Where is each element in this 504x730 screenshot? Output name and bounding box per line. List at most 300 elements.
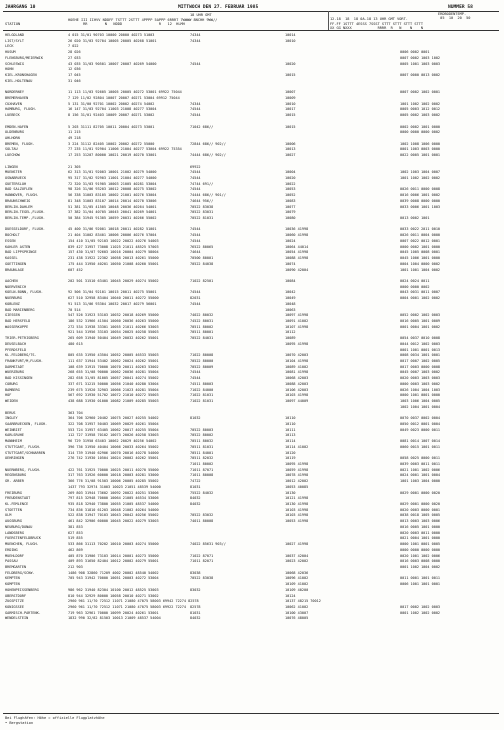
table-row: [0, 571, 504, 576]
observation-group-a: 533 866 31113 70202 10010 20003 40274 55000: [68, 542, 159, 547]
observation-group-b: 84032: [190, 616, 201, 621]
observation-group-a: 567 692 31930 51702 10072 21010 40272 55003: [68, 393, 159, 398]
observation-group-c: 10010: [285, 38, 296, 43]
observation-group-a: 986 962 31940 82304 10100 20012 48525 53003: [68, 587, 159, 592]
soil-temperature: 0016 0003 0008 0000: [400, 559, 441, 564]
observation-group-c: 10095 41998: [285, 341, 309, 346]
soil-temperature: 0052 0002 1002 0003: [400, 313, 441, 318]
table-row: [0, 96, 504, 101]
table-row: [0, 153, 504, 158]
header-rule: [3, 30, 499, 31]
soil-temperature: 0020 0003 0011 0000: [400, 530, 441, 535]
table-row: [0, 313, 504, 318]
station-name: KAHLER ASTEN: [5, 244, 31, 249]
observation-group-a: 45 400 31/06 92001 10018 20011 40282 51001: [68, 227, 157, 232]
table-row: [0, 548, 504, 553]
observation-group-b: 71022 82501: [190, 278, 214, 283]
observation-group-a: 719 963 32961 70000 10099 20024 40261 53001: [68, 610, 159, 615]
table-row: [0, 542, 504, 547]
table-row: [0, 33, 504, 38]
observation-group-a: 56 338 31003 83105 10002 21001 40276 53004: [68, 193, 157, 198]
table-row: [0, 422, 504, 427]
observation-group-c: 10004: [285, 170, 296, 175]
observation-group-c: 10007: [285, 90, 296, 95]
observation-group-b: 74544: [190, 107, 201, 112]
station-name: BAMBERG: [5, 387, 20, 392]
observation-group-c: 10053 40085: [285, 484, 309, 489]
observation-group-b: 81031: [190, 610, 201, 615]
station-name: OEHRINGEN: [5, 456, 24, 461]
observation-group-c: 10042: [285, 290, 296, 295]
observation-group-a: 935 818 32940 73800 10055 21005 48537 54000: [68, 502, 159, 507]
observation-group-c: 10088 42003: [285, 381, 309, 386]
observation-group-a: 2960 961 11/70 72512 11071 21080 47075 58003 69922 72274: [68, 605, 187, 609]
observation-group-a: 438 688 31930 01000 10082 21009 40285 55003: [68, 399, 159, 404]
station-name: KIEL-KRONSHAGEN: [5, 73, 37, 78]
soil-temperature: 0033 0006 1001 1003: [400, 204, 441, 209]
station-name: BERLIN-TEGEL,FLUGH.: [5, 210, 46, 215]
observation-group-a: 422 761 31925 70000 10025 20011 40270 55000: [68, 467, 159, 472]
date-title: MITTWOCH DEN 27. FEBRUAR 1985: [178, 5, 259, 10]
observation-group-c: 10114 41002: [285, 444, 309, 449]
erdboden-heading: ERDBODENTEMP. 05 10 20 50: [438, 12, 471, 21]
observation-group-b: 74011 80008: [190, 519, 214, 524]
right-heading: FF-FF 1STTT 4ESSS 7SSST STTT STTT STTT STTT XX GG NXXX RRRR R N N N: [330, 22, 424, 31]
observation-group-b: 74544: [190, 187, 201, 192]
table-row: [0, 245, 504, 250]
observation-group-a: 734 836 31810 61203 10048 21002 40264 54000: [68, 507, 159, 512]
station-name: AUGSBURG: [5, 519, 22, 524]
observation-group-a: 27 033: [68, 55, 81, 60]
station-name: FRANKFURT/M,FLUGH.: [5, 359, 43, 364]
table-row: [0, 485, 504, 490]
observation-group-c: 10015: [285, 124, 296, 129]
observation-group-b: 74544: [190, 290, 201, 295]
soil-temperature: 0016 0005 1001 0000: [400, 524, 441, 529]
observation-group-b: 70522 83032: [190, 513, 214, 518]
observation-group-c: 10097 44009: [285, 399, 309, 404]
observation-group-b: 84032: [190, 502, 201, 507]
soil-temperature: 0026 0011 0004 0000: [400, 233, 441, 238]
observation-group-a: 21 404 31002 83401 10006 20006 40276 57004: [68, 233, 157, 238]
table-row: [0, 73, 504, 78]
observation-group-a: 186 532 31966 41504 10060 20036 40263 55000: [68, 319, 159, 323]
table-row: [0, 382, 504, 387]
observation-group-c: 10109 41002: [285, 582, 309, 587]
observation-group-c: 10121 41998: [285, 496, 309, 501]
table-row: [0, 176, 504, 181]
observation-group-b: 70522 80000: [190, 359, 214, 364]
station-name: KEMPTEN: [5, 576, 20, 581]
observation-group-a: 409 893 31650 82404 10012 20002 40279 55001: [68, 559, 159, 564]
observation-group-c: 10012 42002: [285, 479, 309, 484]
observation-group-a: 553 724 31957 63405 10062 20017 40255 55004: [68, 427, 159, 432]
observation-group-a: 16 147 31/03 92704 11003 21008 40277 53004: [68, 107, 157, 112]
observation-group-a: 12 036: [68, 67, 81, 72]
observation-group-b: 71011 80002: [190, 462, 214, 466]
station-name: HANNOVER, FLUGH.: [5, 193, 39, 198]
soil-temperature: 0001 1002 1002 0002: [400, 610, 441, 615]
soil-temperature: 0022 0005 1001 0001: [400, 153, 441, 158]
observation-group-c: 10052: [285, 193, 296, 198]
observation-group-a: 276 742 31930 10504 10024 20002 40262 55001: [68, 456, 159, 461]
table-row: [0, 462, 504, 467]
observation-group-a: 282 658 31/05 81005 10057 20041 40274 55002: [68, 376, 159, 381]
observation-group-c: 10097 41998: [285, 313, 309, 318]
observation-group-a: 95 317 31/02 92903 11001 21004 40277 54000: [68, 176, 157, 180]
station-name: WEINBIET: [5, 427, 22, 432]
observation-group-c: 10024: [285, 238, 296, 243]
table-row: [0, 513, 504, 518]
station-name: WEIDEN: [5, 399, 18, 404]
observation-group-c: 10104 41998: [285, 359, 309, 364]
soil-temperature: 0000 0000 0002: [400, 284, 430, 289]
table-row: [0, 559, 504, 564]
observation-group-a: 7 022: [68, 44, 79, 49]
observation-group-c: 10027: [285, 153, 296, 158]
table-row: [0, 279, 504, 284]
table-row: [0, 456, 504, 461]
soil-temperature: 0054 0037 0010 0008: [400, 336, 441, 341]
top-rule: [3, 11, 499, 12]
table-row: [0, 405, 504, 410]
soil-temperature: 0060 0015 1001 0011: [400, 444, 441, 449]
station-name: NUERBURG: [5, 296, 22, 301]
observation-group-a: 26 020 31/03 92704 10005 20005 40268 51001: [68, 38, 157, 43]
station-name: NEUBURG/DONAU: [5, 524, 33, 529]
soil-temperature: 0026 1004 1004 1003: [400, 387, 441, 392]
station-name: DEUSELBACH: [5, 341, 27, 346]
table-row: [0, 210, 504, 215]
soil-temperature: 0017 0007 1002 0005: [400, 359, 441, 364]
table-row: [0, 79, 504, 84]
table-row: [0, 44, 504, 49]
table-row: [0, 56, 504, 61]
observation-group-a: 5 203 31111 82705 10011 20004 40273 53001: [68, 124, 155, 129]
soil-temperature: 0070 0037 0002 0004: [400, 416, 441, 421]
observation-group-c: 10006: [285, 141, 296, 146]
observation-group-c: 10015: [285, 113, 296, 118]
station-name: WENDELSTEIN: [5, 616, 29, 621]
observation-group-c: 10068 42036: [285, 570, 309, 575]
soil-temperature: 0000 0003 1003 0002: [400, 381, 441, 386]
soil-temperature: 0017 0002 1002 0003: [400, 605, 441, 609]
observation-group-c: 10107 41998: [285, 324, 309, 329]
table-row: [0, 147, 504, 152]
table-row: [0, 285, 504, 290]
table-row: [0, 330, 504, 335]
observation-group-a: 202 501 31510 63401 10045 20029 40274 55002: [68, 278, 159, 283]
observation-group-c: 10076 48005: [285, 616, 309, 621]
observation-group-b: 71022 81031: [190, 399, 214, 404]
station-name: CUXHAVEN: [5, 101, 22, 106]
station-name: MANNHEIM: [5, 439, 22, 444]
table-row: [0, 439, 504, 444]
station-name: BREMEN, FLUGH.: [5, 141, 35, 146]
table-row: [0, 393, 504, 398]
observation-group-a: 522 838 31947 70103 10043 20042 40256 55002: [68, 513, 159, 518]
soil-temperature: 0049 0023 0000 0011: [400, 427, 441, 432]
soil-temperature: 0007 0000 0013 0002: [400, 73, 441, 78]
observation-group-c: 10110: [285, 421, 296, 426]
observation-group-b: 70511 80002: [190, 324, 214, 329]
station-name: LUEBECK: [5, 113, 20, 118]
observation-group-c: 10060 41998: [285, 233, 309, 238]
observation-group-a: 268 655 31/08 90000 10062 20036 40281 55004: [68, 370, 159, 375]
table-row: [0, 262, 504, 267]
observation-group-a: 839 427 31957 73008 11025 21011 48525 57003: [68, 244, 159, 249]
observation-group-a: 43 035 31/03 90501 10007 20007 40269 54000: [68, 61, 157, 66]
station-name: FREUDENSTADT: [5, 496, 31, 501]
observation-group-b: 70511 80032: [190, 439, 214, 444]
soil-temperature: 1001 1002 1002 0002: [400, 101, 441, 106]
observation-group-c: 10080: [285, 216, 296, 221]
soil-temperature: 0005 1001 1003 0003: [400, 61, 441, 66]
station-name: GARMISCH-PARTENK.: [5, 610, 41, 615]
table-row: [0, 365, 504, 370]
observation-group-b: 70522 84038: [190, 261, 214, 266]
table-row: [0, 250, 504, 255]
table-row: [0, 107, 504, 112]
observation-group-a: 607 452: [68, 267, 83, 272]
observation-group-b: 70522 81031: [190, 216, 214, 221]
observation-group-a: 77 235 11/01 92904 11006 21004 40277 53004 69922 75354: [68, 147, 182, 152]
observation-group-a: 17 045: [68, 73, 81, 78]
observation-group-a: 175 444 31950 40201 10050 21008 40260 55001: [68, 261, 159, 266]
soil-temperature: 0016 0006 1001 0002: [400, 193, 441, 198]
table-row: [0, 227, 504, 232]
station-name: SOLTAU: [5, 147, 18, 152]
table-row: [0, 594, 504, 599]
station-name: LUECHOW: [5, 153, 20, 158]
observation-group-b: 71022 80008: [190, 353, 214, 358]
table-row: [0, 187, 504, 192]
observation-group-a: 1437 793 32974 31003 10023 21051 48539 54000: [68, 484, 161, 489]
observation-group-c: 10059 41998: [285, 467, 309, 472]
soil-temperature: 0038 0018 1005 0005: [400, 513, 441, 518]
station-name: MUEHLDORF: [5, 553, 24, 558]
table-row: [0, 142, 504, 147]
station-name: LECK: [5, 44, 14, 49]
observation-group-b: 74644: [190, 250, 201, 255]
observation-group-b: 71022 84000: [190, 387, 214, 392]
table-row: [0, 519, 504, 524]
observation-group-a: 157 430 31/07 92603 10016 20004 40279 58004: [68, 250, 159, 255]
station-name: BOCHOLT: [5, 233, 20, 238]
station-name: HUSUM: [5, 50, 16, 55]
observation-group-b: 84032: [190, 496, 201, 501]
table-row: [0, 302, 504, 307]
observation-group-b: 74544: [190, 301, 201, 306]
station-name: COBURG: [5, 381, 18, 386]
observation-group-a: 805 635 31950 43504 10052 20005 46533 55003: [68, 353, 159, 358]
soil-temperature: 0000 0000 0000 0002: [400, 130, 441, 135]
bottom-rule: [3, 713, 499, 714]
soil-temperature: 0000 0002 1001 0000: [400, 244, 441, 249]
observation-group-a: 519 855: [68, 536, 83, 541]
observation-group-b: 74544: [190, 376, 201, 381]
observation-group-c: 10081 41998: [285, 370, 309, 375]
station-name: REGENSBURG: [5, 473, 27, 478]
observation-group-b: 74744 691//: [190, 181, 214, 186]
observation-group-a: 17 253 31207 80000 10021 20019 40270 53001: [68, 153, 157, 158]
observation-group-a: 317 763 31926 60000 10018 20003 40281 53000: [68, 473, 159, 478]
observation-group-c: 10111: [285, 427, 296, 432]
observation-group-b: 74022 80032: [190, 313, 214, 318]
soil-temperature: 0043 0031 0011 0007: [400, 290, 441, 295]
observation-group-a: 461 842 32906 60000 10045 20022 40279 53003: [68, 519, 159, 524]
observation-group-a: 2960 961 11/70 72512 11071 21080 47075 58003 69942 72274 82578: [68, 599, 199, 604]
station-name: BERLIN-TEMP.,FLUGH.: [5, 216, 46, 221]
soil-temperature: 0006 0002 0001: [400, 50, 430, 55]
station-name: SAARBRUECKEN, FLUGH.: [5, 421, 48, 426]
soil-temperature: 0020 1001 1002 0006: [400, 553, 441, 558]
observation-group-b: 70522 80002: [190, 433, 214, 438]
observation-group-c: 10079: [285, 210, 296, 215]
table-row: [0, 565, 504, 570]
station-name: ULM: [5, 513, 12, 518]
table-row: [0, 165, 504, 170]
table-row: [0, 479, 504, 484]
station-name: OBERSTDORF: [5, 593, 27, 598]
observation-group-b: 70511 84001: [190, 450, 214, 455]
soil-temperature: 0024 0024 0011: [400, 278, 430, 283]
observation-group-b: 74544: [190, 61, 201, 66]
station-heading: STATION: [5, 22, 21, 26]
observation-group-c: 10062 41002: [285, 605, 309, 609]
soil-temperature: 1001 1002 1002 0002: [400, 176, 441, 180]
table-row: [0, 576, 504, 581]
station-name: MUENCHEN, FLUGH.: [5, 542, 39, 547]
observation-group-a: 269 803 31944 73602 10092 20022 40251 53006: [68, 490, 159, 495]
observation-group-b: 71011 80008: [190, 473, 214, 478]
observation-group-c: 10103 41998: [285, 507, 309, 512]
station-name: BAD HERSFELD: [5, 319, 31, 323]
observation-group-a: 366 776 31/08 91503 10006 20005 40285 55002: [68, 479, 159, 484]
table-row: [0, 205, 504, 210]
station-name: NOERVENICH: [5, 284, 27, 289]
table-row: [0, 199, 504, 204]
observation-group-b: 74544: [190, 113, 201, 118]
soil-temperature: 0020 0003 0000 0001: [400, 507, 441, 512]
observation-group-b: 69922: [190, 164, 201, 169]
table-row: [0, 451, 504, 456]
station-name: BAD MARIENBERG: [5, 307, 35, 312]
table-row: [0, 325, 504, 330]
soil-temperature: 0007 0002 1002 0001: [400, 90, 441, 95]
station-name: PFERDSFELD: [5, 347, 27, 352]
station-name: FUERSTENFELDBRUCK: [5, 536, 41, 541]
table-row: [0, 62, 504, 67]
table-row: [0, 319, 504, 324]
observation-group-a: 480 615: [68, 341, 83, 346]
observation-group-b: 70522 84031: [190, 336, 214, 341]
station-name: FELDBERG/SCHW.: [5, 570, 35, 575]
observation-group-c: 10084: [285, 278, 296, 283]
station-name: KOMPTEN: [5, 582, 20, 587]
table-row: [0, 468, 504, 473]
station-name: STOETTEN: [5, 507, 22, 512]
station-name: HOF: [5, 393, 12, 398]
observation-group-a: 11 113 11/03 92605 10005 20005 40272 53001 69922 75044: [68, 90, 182, 95]
table-row: [0, 256, 504, 261]
observation-group-a: 112 727 31958 70102 10073 20026 40258 53003: [68, 433, 159, 438]
station-name: BAD KISSINGEN: [5, 376, 33, 381]
soil-temperature: 0011 0001 1001 0011: [400, 576, 441, 581]
table-row: [0, 428, 504, 433]
observation-group-a: 21 305: [68, 164, 81, 169]
station-name: BREMGARTEN: [5, 564, 27, 569]
observation-group-a: 98 326 31/06 93203 10012 20008 40275 53002: [68, 187, 157, 192]
observation-group-a: 810 944 32929 80000 10058 20010 40271 53002: [68, 593, 159, 598]
table-row: [0, 182, 504, 187]
observation-group-a: 272 534 31938 33301 10055 21011 40266 53003: [68, 324, 159, 329]
observation-group-c: 10088 41998: [285, 256, 309, 261]
observation-group-a: 547 526 31923 53103 10032 20018 40269 55000: [68, 313, 159, 318]
observation-group-a: 31 046: [68, 78, 81, 83]
observation-group-a: 37 382 31/04 40705 10045 20041 40269 54001: [68, 210, 157, 215]
observation-group-b: 74644 956//: [190, 198, 214, 203]
observation-group-a: 108 639 31915 70000 10070 20011 40263 53002: [68, 364, 159, 369]
soil-temperature: 0021 1001 1002 0006: [400, 467, 441, 472]
observation-group-c: 10109 40200: [285, 587, 309, 592]
station-name: INGLEY: [5, 416, 18, 421]
station-name: LANDSBERG: [5, 530, 24, 535]
footnote-airports: Bei Flughäfen: Höhe = offizielle Flugplatzhöhe: [5, 716, 105, 720]
observation-group-c: 10074: [285, 261, 296, 266]
table-row: [0, 491, 504, 496]
soil-temperature: 0045 1005 0008 0001: [400, 250, 441, 255]
station-name: OSNABRUECK: [5, 176, 27, 180]
table-row: [0, 496, 504, 501]
issue-number: NUMMER 58: [448, 5, 473, 10]
station-name: KARLSRUHE: [5, 433, 24, 438]
table-row: [0, 616, 504, 621]
soil-temperature: 0033 0022 2011 0010: [400, 227, 441, 232]
observation-group-a: 5 131 31/00 92701 10002 20002 40274 54002: [68, 101, 155, 106]
observation-group-b: 71022 81031: [190, 393, 214, 398]
observation-group-c: 10114: [285, 439, 296, 444]
table-row: [0, 84, 504, 89]
station-name: LINGEN: [5, 164, 18, 169]
observation-group-c: 10096 41002: [285, 576, 309, 581]
observation-group-c: 10124: [285, 593, 296, 598]
observation-group-b: 70522 83031: [190, 210, 214, 215]
table-row: [0, 348, 504, 353]
observation-group-c: 10110: [285, 416, 296, 421]
table-row: [0, 67, 504, 72]
table-row: [0, 102, 504, 107]
observation-group-c: 10106 42003: [285, 387, 309, 392]
table-row: [0, 473, 504, 478]
table-row: [0, 411, 504, 416]
station-name: PASSAU: [5, 559, 18, 564]
soil-temperature: 0050 0012 0001 0004: [400, 421, 441, 426]
observation-group-b: 74344: [190, 38, 201, 43]
observation-group-a: 314 739 31940 62906 10070 20016 40278 54000: [68, 450, 159, 455]
soil-temperature: 0039 0003 0011 0011: [400, 462, 441, 466]
table-row: [0, 336, 504, 341]
station-name: OLDENBURG: [5, 130, 24, 135]
station-name: LIST/SYLT: [5, 38, 24, 43]
station-name: BERUS: [5, 410, 16, 415]
observation-group-b: 74444 686// 901//: [190, 193, 226, 198]
observation-group-b: 74511 80003: [190, 381, 214, 386]
observation-group-c: 10014: [285, 33, 296, 37]
table-row: [0, 193, 504, 198]
observation-group-a: 337 671 31215 50000 10056 21040 40280 53004: [68, 381, 159, 386]
soil-temperature: 0000 1001 0001 0005: [400, 542, 441, 547]
